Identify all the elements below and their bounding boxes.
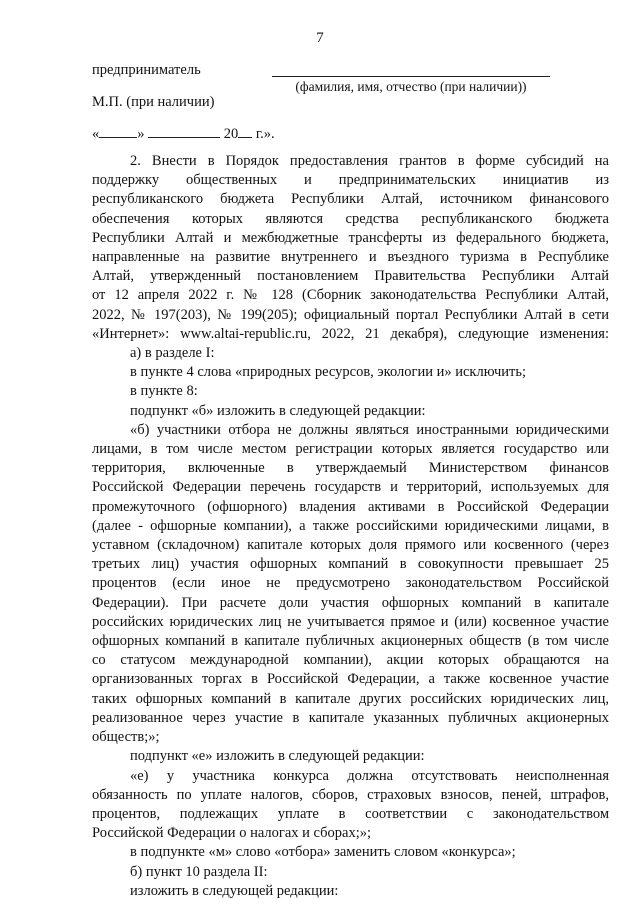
signature-role-label: предприниматель — [92, 62, 201, 78]
text-line: Алтай, утвержденный постановлением Правительства Республики Алтай — [92, 268, 609, 285]
stamp-label: М.П. (при наличии) — [92, 94, 215, 110]
text-line: таких офшорных компаний в капитале других российских юридических лиц, — [92, 690, 609, 707]
text-line: изложить в следующей редакции: — [130, 882, 339, 899]
year-blank — [238, 125, 252, 138]
text-line: в подпункте «м» слово «отбора» заменить словом «конкурса»; — [130, 844, 516, 861]
text-line: подпункт «е» изложить в следующей редакции: — [130, 748, 425, 765]
text-line: обществ;»; — [92, 729, 160, 746]
date-open-quote: « — [92, 126, 100, 142]
text-line: (далее - офшорные компании), а также российскими юридическими лицами, в — [92, 517, 609, 534]
text-line: российских юридических лиц не учитывается прямое и (или) косвенное участие — [92, 613, 609, 630]
text-line: в пункте 4 слова «природных ресурсов, экологии и» исключить; — [130, 364, 527, 381]
text-line: 2. Внести в Порядок предоставления грантов в форме субсидий на — [130, 153, 609, 169]
date-end: г.». — [255, 126, 275, 142]
text-line: «б) участники отбора не должны являться иностранными юридическими — [130, 421, 609, 438]
text-line: офшорных компаний в капитале публичных акционерных обществ (в том числе — [92, 633, 609, 650]
text-line: а) в разделе I: — [130, 345, 215, 362]
date-year-prefix: 20 — [223, 126, 239, 142]
text-line: лицами, в том числе местом регистрации которых является государство или — [92, 441, 609, 458]
text-line: третьих лиц) участия офшорных компаний в совокупности превышает 25 — [92, 556, 609, 573]
text-line: реализованное через участие в капитале указанных публичных акционерных — [92, 709, 609, 726]
text-line: обеспечения которых являются средства республиканского бюджета — [92, 210, 609, 227]
text-line: от 12 апреля 2022 г. № 128 (Сборник законодательства Республики Алтай, — [92, 287, 609, 304]
text-line: Российской Федерации о налогах и сборах;»; — [92, 825, 371, 842]
text-line: Республики Алтай и межбюджетные трансферты из федерального бюджета, — [92, 229, 609, 246]
text-line: б) пункт 10 раздела II: — [130, 863, 268, 880]
month-blank — [148, 125, 220, 138]
text-line: организованных торгах в Российской Федерации, а также косвенное участие — [92, 671, 609, 688]
text-line: территория, включенные в утверждаемый Министерством финансов — [92, 460, 609, 477]
text-line: направленные на развитие внутреннего и въездного туризма в Республике — [92, 249, 609, 266]
day-blank — [99, 125, 137, 138]
text-line: процентов (если иное не предусмотрено законодательством Российской — [92, 575, 609, 592]
text-line: промежуточного (офшорного) владения активами в Российской Федерации — [92, 498, 609, 515]
text-line: республиканского бюджета Республики Алтай, источником финансового — [92, 191, 609, 208]
text-line: Российской Федерации перечень государств и территорий, используемых для — [92, 479, 609, 496]
text-line: подпункт «б» изложить в следующей редакции: — [130, 402, 426, 419]
text-line: обязанность по уплате налогов, сборов, страховых взносов, пеней, штрафов, — [92, 786, 609, 803]
text-line: в пункте 8: — [130, 383, 198, 400]
text-line: «е) у участника конкурса должна отсутствовать неисполненная — [130, 767, 609, 784]
text-line: поддержку общественных и предпринимательских инициатив из — [92, 172, 609, 189]
signature-line — [272, 76, 550, 77]
signature-caption: (фамилия, имя, отчество (при наличии)) — [295, 79, 527, 94]
date-close-quote: » — [137, 126, 145, 142]
page-number: 7 — [316, 30, 324, 46]
text-line: со статусом международной компании), акции которых обращаются на — [92, 652, 609, 669]
document-body — [92, 152, 609, 901]
date-line — [92, 125, 275, 143]
text-line: процентов, подлежащих уплате в соответствии с законодательством — [92, 805, 609, 822]
text-line: 2022, № 197(203), № 199(205); официальный портал Республики Алтай в сети — [92, 306, 609, 323]
text-line: «Интернет»: www.altai-republic.ru, 2022, 21 декабря), следующие изменения: — [92, 325, 609, 342]
text-line: Федерации). При расчете доли участия офшорных компаний в капитале — [92, 594, 609, 611]
text-line: уставном (складочном) капитале которых доля прямого или косвенного (через — [92, 537, 609, 554]
